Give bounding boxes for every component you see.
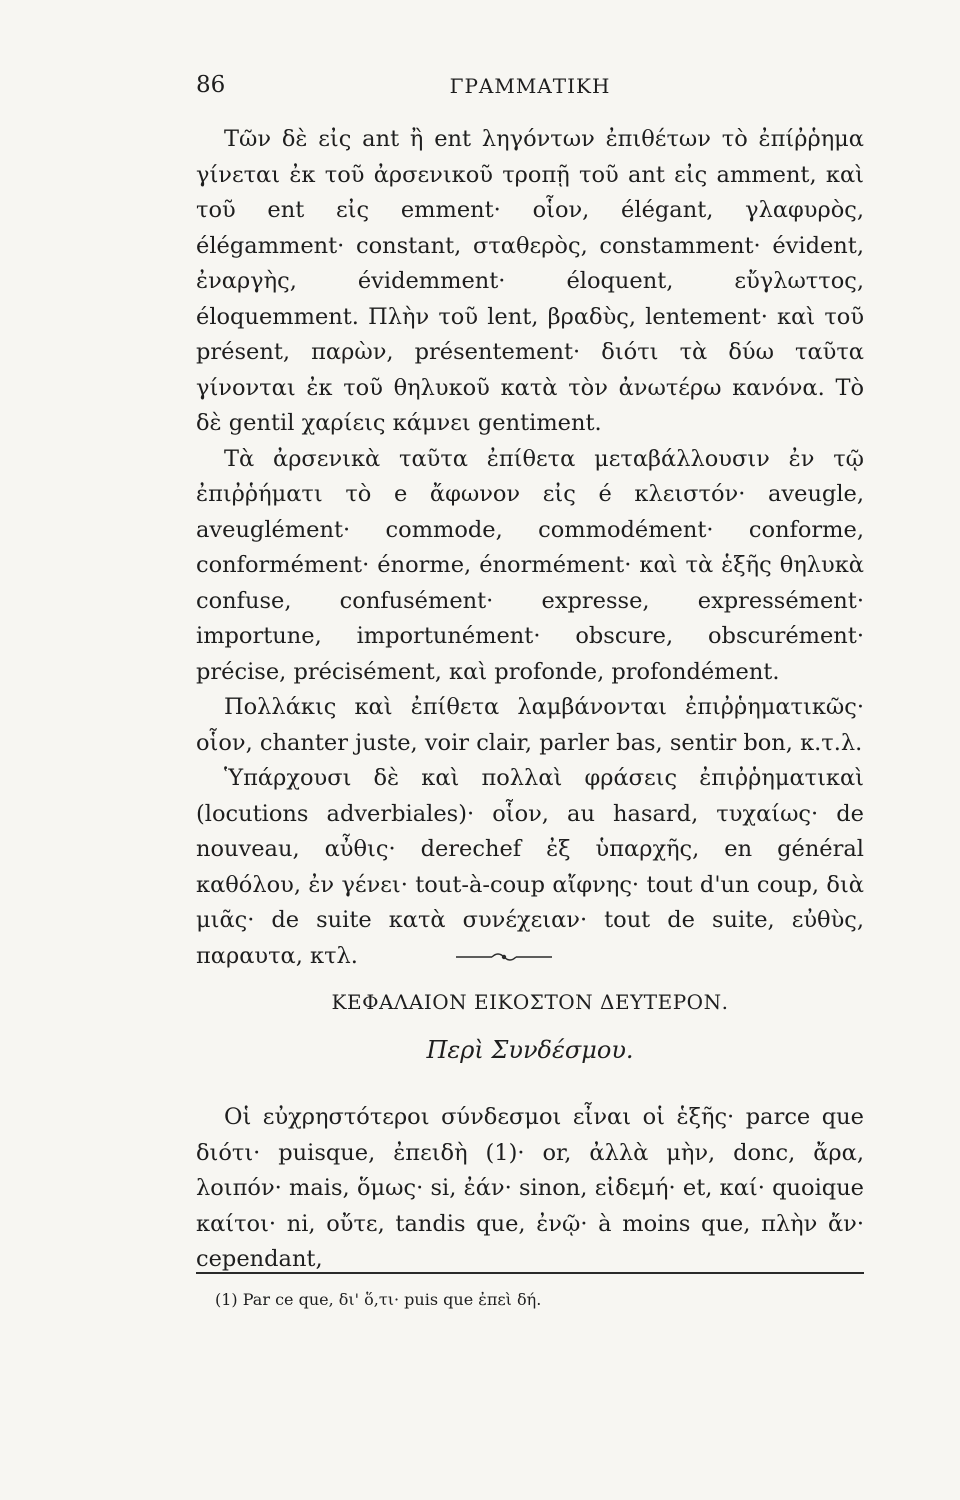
footnote: (1) Par ce que, δι' ὅ,τι· puis que ἐπεὶ δή. [215, 1290, 542, 1309]
chapter-subtitle: Περὶ Συνδέσμου. [426, 1036, 634, 1064]
chapter-heading: ΚΕΦΑΛΑΙΟΝ ΕΙΚΟΣΤΟΝ ΔΕΥΤΕΡΟΝ. [331, 990, 729, 1014]
paragraph: Οἱ εὐχρηστότεροι σύνδεσμοι εἶναι οἱ ἑξῆς· parce que διότι· puisque, ἐπειδὴ (1)· or, ἀλλὰ μὴν, donc, ἄρα, λοιπόν· mais, ὅμως· si, ἐάν· sinon, εἰδεμή· et, καί· quoique καίτοι· ni, οὔτε, tandis que, ἐνῷ· à moins que, πλὴν ἄν· cependant, [196, 1104, 864, 1272]
running-title: ΓΡΑΜΜΑΤΙΚΗ [449, 74, 611, 98]
paragraph: Ὑπάρχουσι δὲ καὶ πολλαὶ φράσεις ἐπιῤῥηματικαὶ (locutions adverbiales)· οἷον, au hasard, τυχαίως· de nouveau, αὖθις· derechef ἐξ ὑπαρχῆς, en général καθόλου, ἐν γένει· tout-à-coup αἴφνης· tout d'un coup, διὰ μιᾶς· de suite κατὰ συνέχειαν· tout de suite, εὐθὺς, παραυτα, κτλ. [196, 765, 864, 969]
footnote-rule [196, 1272, 864, 1274]
paragraph: Τῶν δὲ εἰς ant ἢ ent ληγόντων ἐπιθέτων τὸ ἐπίῤῥημα γίνεται ἐκ τοῦ ἀρσενικοῦ τροπῇ τοῦ ant εἰς amment, καὶ τοῦ ent εἰς emment· οἷον, élégant, γλαφυρὸς, élégamment· constant, σταθερὸς, constamment· évident, ἐναργὴς, évidemment· éloquent, εὔγλωττος, éloquemment. Πλὴν τοῦ lent, βραδὺς, lentement· καὶ τοῦ présent, παρὼν, présentement· διότι τὰ δύω ταῦτα γίνονται ἐκ τοῦ θηλυκοῦ κατὰ τὸν ἀνωτέρω κανόνα. Τὸ δὲ gentil χαρίεις κάμνει gentiment. [196, 126, 864, 436]
page-number: 86 [196, 72, 226, 98]
paragraph: Πολλάκις καὶ ἐπίθετα λαμβάνονται ἐπιῤῥηματικῶς· οἷον, chanter juste, voir clair, parler bas, sentir bon, κ.τ.λ. [196, 694, 864, 756]
body-text [196, 122, 864, 974]
section-ornament [456, 948, 552, 966]
page-header [196, 72, 864, 112]
chapter-body-text [196, 1100, 864, 1278]
paragraph: Τὰ ἀρσενικὰ ταῦτα ἐπίθετα μεταβάλλουσιν ἐν τῷ ἐπιῤῥήματι τὸ e ἄφωνον εἰς é κλειστόν· aveugle, aveuglément· commode, commodément· conforme, conformément· énorme, énormément· καὶ τὰ ἑξῆς θηλυκὰ confuse, confusément· expresse, expressément· importune, importunément· obscure, obscurément· précise, précisément, καὶ profonde, profondément. [196, 445, 864, 685]
